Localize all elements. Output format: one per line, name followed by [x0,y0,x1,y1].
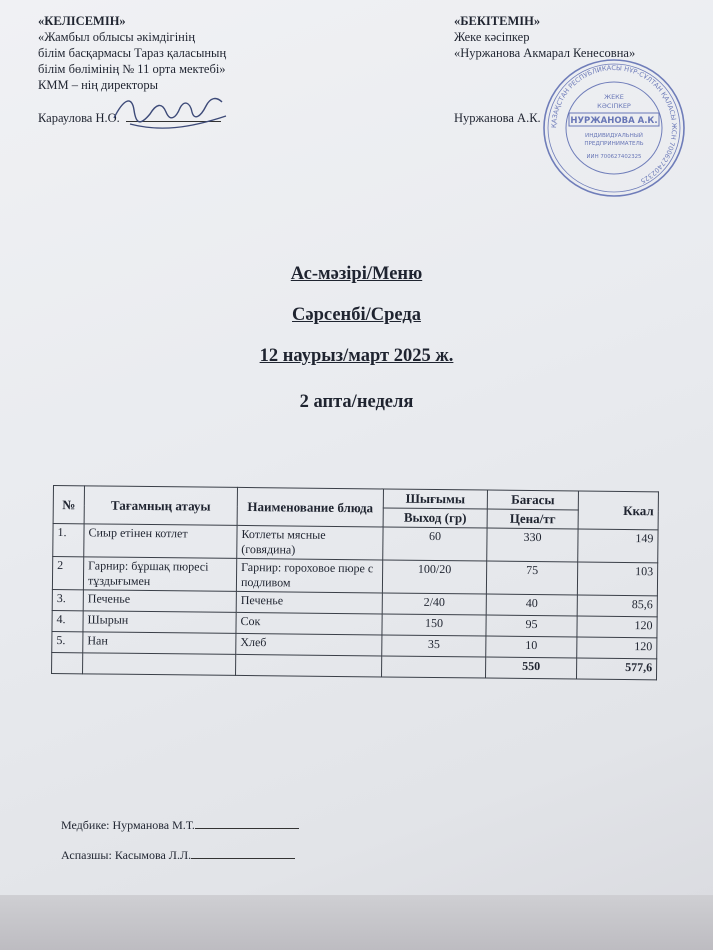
stamp-line-1: ЖЕКЕ [604,93,624,101]
cell-price: 10 [486,636,577,658]
agreed-signer-name: Караулова Н.О. [38,111,120,125]
approval-header-right [454,13,635,61]
signature-line [191,858,295,859]
cell-num: 5. [52,631,83,652]
cell-num: 2 [52,557,83,590]
header-output-kz: Шығымы [383,489,487,509]
agreed-line-3: білім бөлімінің № 11 орта мектебі» [38,62,226,76]
cell-name-kz: Гарнир: бұршақ пюресі тұздығымен [83,557,236,592]
header-price-kz: Бағасы [487,490,578,510]
stamp-line-4: ПРЕДПРИНИМАТЕЛЬ [584,141,644,147]
cell-name-ru: Печенье [236,591,382,614]
stamp-line-3: ИНДИВИДУАЛЬНЫЙ [585,133,643,139]
cell-name-kz: Печенье [83,590,236,613]
cell-output: 2/40 [382,593,486,615]
agreed-line-4: КММ – нің директоры [38,78,158,92]
menu-table [51,485,659,680]
cell-num: 3. [52,589,83,610]
approved-line-2: «Нуржанова Акмарал Кенесовна» [454,46,636,60]
cell-num: 4. [52,610,83,631]
cell-num: 1. [53,524,84,557]
header-num: № [53,486,84,524]
approved-signer: Нуржанова А.К. [454,111,541,125]
cell-output: 150 [382,614,486,636]
cell-output: 100/20 [382,560,486,594]
official-stamp [541,57,687,199]
cell-empty [52,652,83,673]
cell-name-ru: Сок [236,612,382,635]
agreed-line-2: білім басқармасы Тараз қаласының [38,46,227,60]
approved-title: «БЕКІТЕМІН» [454,14,541,28]
cell-price: 330 [487,528,578,562]
nurse-name: Медбике: Нурманова М.Т. [61,818,195,832]
cell-name-kz: Нан [83,632,236,655]
header-name-ru: Наименование блюда [237,487,383,527]
day-title: Сәрсенбі/Среда [292,305,421,325]
agreed-title: «КЕЛІСЕМІН» [38,14,126,28]
cell-name-ru: Хлеб [236,633,382,656]
total-kcal: 577,6 [576,658,656,680]
cell-output: 60 [383,527,487,561]
cell-kcal: 103 [577,562,657,596]
cook-signature-line [61,848,295,863]
cell-name-kz: Шырын [83,611,236,634]
background-surface [0,895,713,950]
cell-price: 95 [486,615,577,637]
menu-title: Ас-мәзірі/Меню [290,264,423,284]
signature-line [195,828,299,829]
header-name-kz: Тағамның атауы [84,486,237,526]
header-kcal: Ккал [578,491,658,530]
cook-name: Аспазшы: Касымова Л.Л. [61,848,192,862]
approved-line-1: Жеке кәсіпкер [454,30,530,44]
header-output-ru: Выход (гр) [383,508,487,528]
cell-price: 75 [486,561,577,595]
cell-empty [382,656,486,678]
total-price: 550 [486,657,577,679]
stamp-name: НУРЖАНОВА А.К. [570,116,658,126]
agreed-line-1: «Жамбыл облысы әкімдігінің [38,30,196,44]
cell-kcal: 120 [577,637,657,659]
handwritten-signature [110,88,230,138]
stamp-line-2: КӘСІПКЕР [597,102,631,110]
cell-price: 40 [486,594,577,616]
week-title: 2 апта/неделя [299,392,414,412]
approval-header-left [38,13,226,93]
cell-output: 35 [382,635,486,657]
stamp-bottom: ИИН 700627402325 [586,154,642,160]
cell-name-ru: Гарнир: гороховое пюре с подливом [236,558,382,593]
date-title: 12 наурыз/март 2025 ж. [259,346,454,366]
cell-empty [83,653,236,676]
nurse-signature-line [61,818,299,833]
stamp-ring-text: ҚАЗАҚСТАН РЕСПУБЛИКАСЫ НҰР-СҰЛТАН ҚАЛАСЫ ЖСН 700627402325 [549,63,679,186]
header-price-ru: Цена/тг [487,509,578,529]
cell-kcal: 149 [578,529,658,563]
cell-name-ru: Котлеты мясные (говядина) [237,525,383,560]
cell-empty [236,654,382,677]
cell-kcal: 120 [577,616,657,638]
cell-name-kz: Сиыр етінен котлет [84,524,237,559]
cell-kcal: 85,6 [577,595,657,617]
